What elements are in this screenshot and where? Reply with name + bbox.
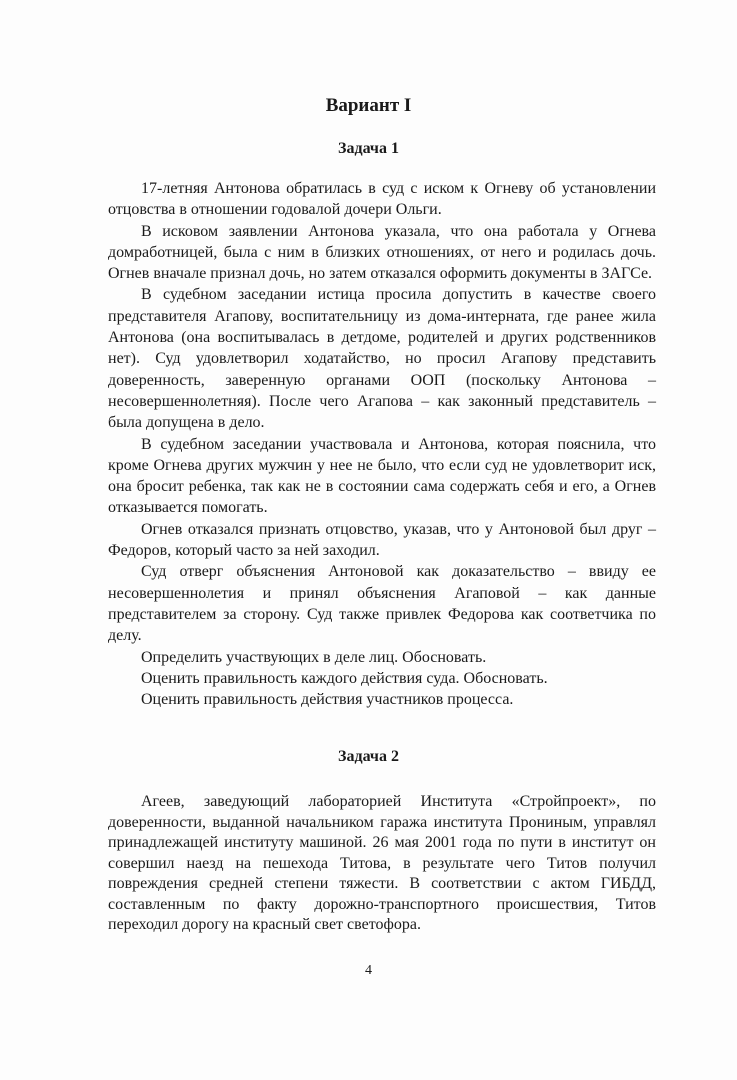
paragraph: Суд отверг объяснения Антоновой как доказательство – ввиду ее несовершеннолетия и принял объяснения Агаповой – как данные представителем за сторону. Суд также привлек Федорова как соответчика по делу.	[108, 563, 656, 645]
task-2-body	[108, 792, 656, 936]
paragraph: В судебном заседании истица просила допустить в качестве своего представителя Агапову, воспитательницу из дома-интерната, где ранее жила Антонова (она воспитывалась в детдоме, родителей и других родственников нет). Суд удовлетворил ходатайство, но просил Агапову представить доверенность, заверенную органами ООП (поскольку Антонова – несовершеннолетняя). После чего Агапова – как законный представитель – была допущена в дело.	[108, 286, 656, 432]
task-1-body	[108, 178, 656, 710]
task-2-heading: Задача 2	[338, 748, 399, 765]
task-1-heading: Задача 1	[338, 140, 399, 157]
paragraph: Агеев, заведующий лабораторией Института «Стройпроект», по доверенности, выданной начальником гаража института Прониным, управлял принадлежащей институту машиной. 26 мая 2001 года по пути в институт он совершил наезд на пешехода Титова, в результате чего Титов получил повреждения средней степени тяжести. В соответствии с актом ГИБДД, составленным по факту дорожно-транспортного происшествия, Титов переходил дорогу на красный свет светофора.	[108, 793, 656, 933]
question: Определить участвующих в деле лиц. Обосновать.	[141, 648, 487, 666]
paragraph: 17-летняя Антонова обратилась в суд с иском к Огневу об установлении отцовства в отношении годовалой дочери Ольги.	[108, 180, 656, 219]
variant-title: Вариант I	[325, 95, 412, 116]
paragraph: Огнев отказался признать отцовство, указав, что у Антоновой был друг – Федоров, который часто за ней заходил.	[108, 520, 656, 560]
question: Оценить правильность каждого действия суда. Обосновать.	[141, 669, 548, 687]
question: Оценить правильность действия участников процесса.	[141, 691, 514, 709]
page-number: 4	[365, 963, 372, 978]
paragraph: В судебном заседании участвовала и Антонова, которая пояснила, что кроме Огнева других мужчин у нее не было, что если суд не удовлетворит иск, она бросит ребенка, так как не в состоянии сама содержать себя и его, а Огнев отказывается помогать.	[108, 435, 656, 517]
paragraph: В исковом заявлении Антонова указала, что она работала у Огнева домработницей, была с ним в близких отношениях, от него и родилась дочь. Огнев вначале признал дочь, но затем отказался оформить документы в ЗАГСе.	[108, 222, 656, 283]
